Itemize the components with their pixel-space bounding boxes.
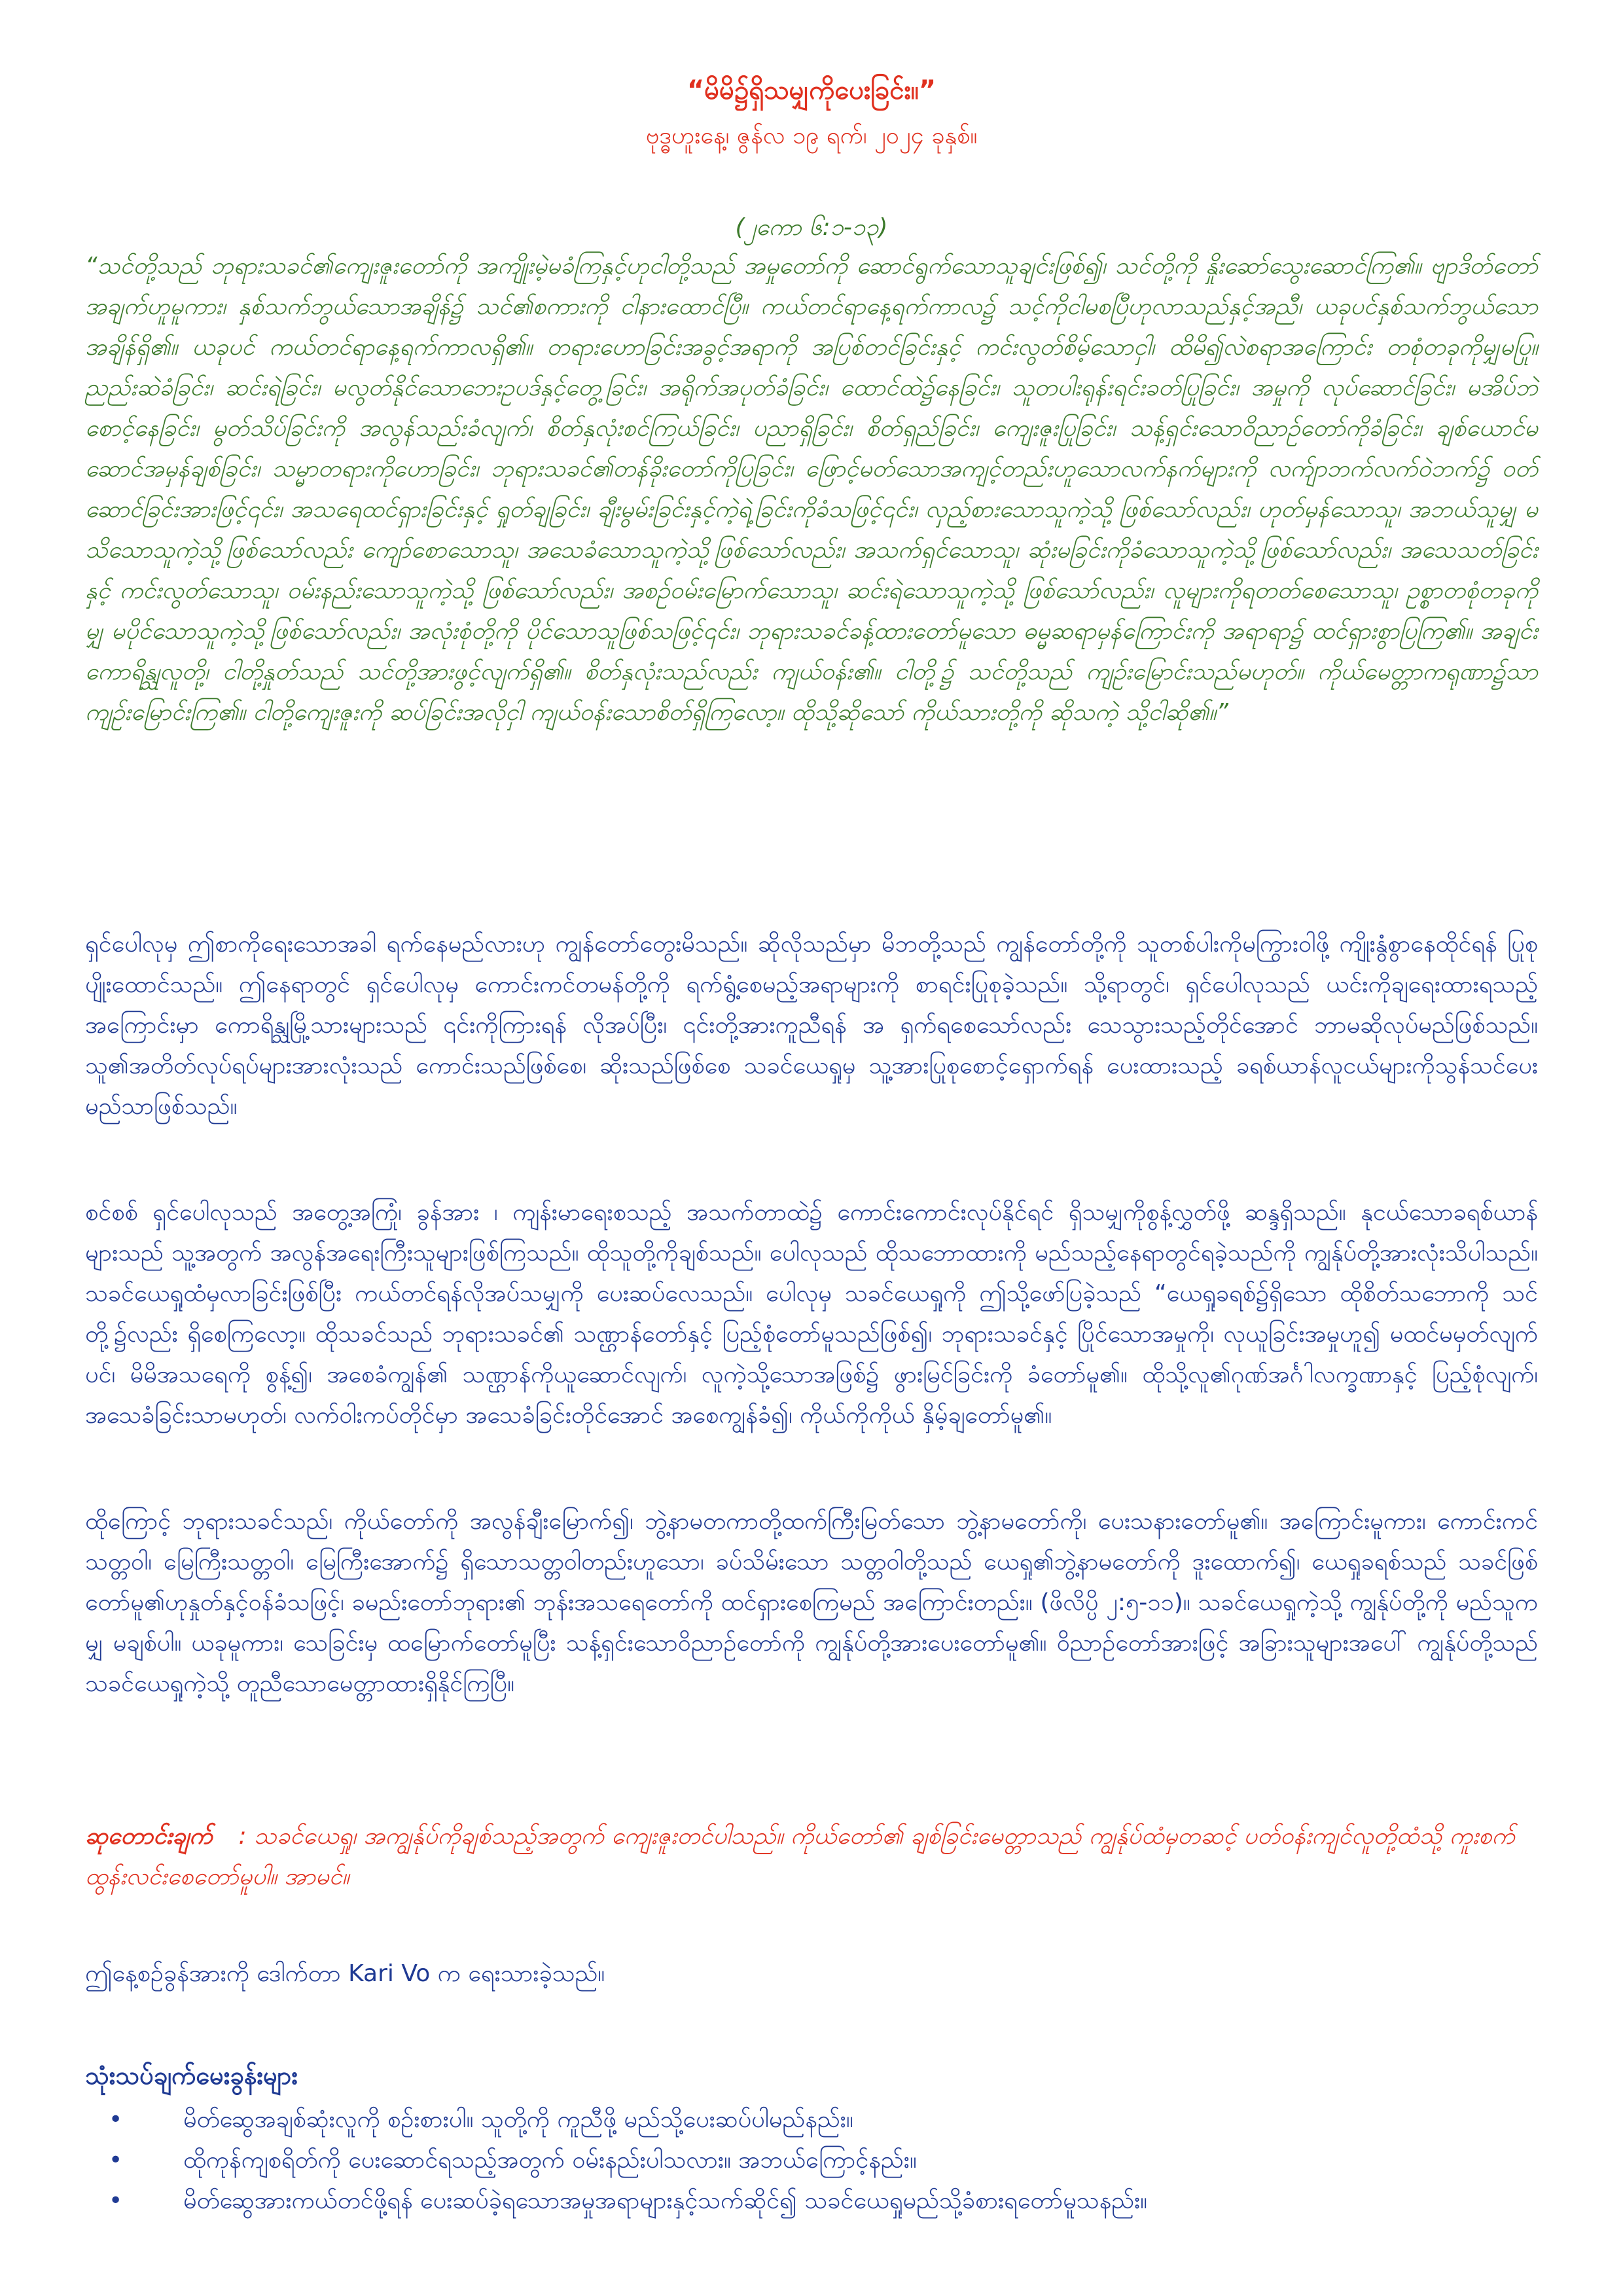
bullet-icon: • (109, 2187, 123, 2214)
bullet-icon: • (109, 2147, 123, 2174)
scripture-text: “သင်တို့သည် ဘုရားသခင်၏ကျေးဇူးတော်ကို အကျိုးမဲ့မခံကြနှင့်ဟုငါတို့သည် အမှုတော်ကို ဆောင်ရွက်သောသူချင်းဖြစ်၍၊ သင်တို့ကို နှိုးဆော်သွေးဆောင်ကြ၏။ ဗျာဒိတ်တော်အချက်ဟူမူကား၊ နှစ်သက်ဘွယ်သောအချိန်၌ သင်၏စကားကို ငါနားထောင်ပြီ။ ကယ်တင်ရာနေ့ရက်ကာလ၌ သင့်ကိုငါမစပြီဟုလာသည်နှင့်အညီ၊ ယခုပင်နှစ်သက်ဘွယ်သောအချိန်ရှိ၏။ ယခုပင် ကယ်တင်ရာနေ့ရက်ကာလရှိ၏။ တရားဟောခြင်းအခွင့်အရာကို အပြစ်တင်ခြင်းနှင့် ကင်းလွတ်စိမ့်သောငှါ၊ ထိမိ၍လဲစရာအကြောင်း တစုံတခုကိုမျှမပြု။ ညည်းဆဲခံခြင်း၊ ဆင်းရဲခြင်း၊ မလွတ်နိုင်သောဘေးဥပဒ်နှင့်တွေ့ခြင်း၊ အရိုက်အပုတ်ခံခြင်း၊ ထောင်ထဲ၌နေခြင်း၊ သူတပါးရုန်းရင်းခတ်ပြုခြင်း၊ အမှုကို လုပ်ဆောင်ခြင်း၊ မအိပ်ဘဲ စောင့်နေခြင်း၊ မွတ်သိပ်ခြင်းကို အလွန်သည်းခံလျက်၊ စိတ်နှလုံးစင်ကြယ်ခြင်း၊ ပညာရှိခြင်း၊ စိတ်ရှည်ခြင်း၊ ကျေးဇူးပြုခြင်း၊ သန့်ရှင်းသောဝိညာဉ်တော်ကိုခံခြင်း၊ ချစ်ယောင်မဆောင်အမှန်ချစ်ခြင်း၊ သမ္မာတရားကိုဟောခြင်း၊ ဘုရားသခင်၏တန်ခိုးတော်ကိုပြခြင်း၊ ဖြောင့်မတ်သောအကျင့်တည်းဟူသောလက်နက်များကို လက်ျာဘက်လက်ဝဲဘက်၌ ဝတ်ဆောင်ခြင်းအားဖြင့်၎င်း၊ အသရေထင်ရှားခြင်းနှင့် ရှုတ်ချခြင်း၊ ချီးမွမ်းခြင်းနှင့်ကဲ့ရဲ့ခြင်းကိုခံသဖြင့်၎င်း၊ လှည့်စားသောသူကဲ့သို့ ဖြစ်သော်လည်း၊ ဟုတ်မှန်သောသူ၊ အဘယ်သူမျှ မသိသောသူကဲ့သို့ဖြစ်သော်လည်း ကျော်စောသောသူ၊ အသေခံသောသူကဲ့သို့ဖြစ်သော်လည်း၊ အသက်ရှင်သောသူ၊ ဆုံးမခြင်းကိုခံသောသူကဲ့သို့ဖြစ်သော်လည်း၊ အသေသတ်ခြင်းနှင့် ကင်းလွတ်သောသူ၊ ဝမ်းနည်းသောသူကဲ့သို့ ဖြစ်သော်လည်း၊ အစဉ်ဝမ်းမြောက်သောသူ၊ ဆင်းရဲသောသူကဲ့သို့ ဖြစ်သော်လည်း၊ လူများကိုရတတ်စေသောသူ၊ ဥစ္စာတစုံတခုကိုမျှ မပိုင်သောသူကဲ့သို့ဖြစ်သော်လည်း၊ အလုံးစုံတို့ကို ပိုင်သောသူဖြစ်သဖြင့်၎င်း၊ ဘုရားသခင်ခန့်ထားတော်မူသော ဓမ္မဆရာမှန်ကြောင်းကို အရာရာ၌ ထင်ရှားစွာပြကြ၏။ အချင်းကောရိန္သုလူတို့၊ ငါတို့နှုတ်သည် သင်တို့အားဖွင့်လျက်ရှိ၏။ စိတ်နှလုံးသည်လည်း ကျယ်ဝန်း၏။ ငါတို့၌ သင်တို့သည် ကျဉ်းမြောင်းသည်မဟုတ်။ ကိုယ်မေတ္တာကရုဏာ၌သာ ကျဉ်းမြောင်းကြ၏။ ငါတို့ကျေးဇူးကို ဆပ်ခြင်းအလိုငှါ ကျယ်ဝန်းသောစိတ်ရှိကြလော့။ ထိုသို့ဆိုသော် ကိုယ်သားတို့ကို ဆိုသကဲ့ သို့ငါဆို၏။” (85, 253, 1538, 726)
devotional-title: “မိမိ၌ရှိသမျှကိုပေးခြင်း။” (687, 75, 936, 105)
question-text: မိတ်ဆွေအားကယ်တင်ဖို့ရန် ပေးဆပ်ခဲ့ရသောအမှုအရာများနှင့်သက်ဆိုင်၍ သခင်ယေရှုမည်သို့ခံစားရတော်မူသနည်း။ (183, 2187, 1148, 2214)
questions-list (85, 2100, 1538, 2221)
questions-heading: သုံးသပ်ချက်မေးခွန်းများ (85, 2061, 298, 2090)
body-paragraph-3: ထိုကြောင့် ဘုရားသခင်သည်၊ ကိုယ်တော်ကို အလွန်ချီးမြောက်၍၊ ဘွဲ့နာမတကာတို့ထက်ကြီးမြတ်သော ဘွဲ့နာမတော်ကို၊ ပေးသနားတော်မူ၏။ အကြောင်းမူကား၊ ကောင်းကင်သတ္တဝါ၊ မြေကြီးသတ္တဝါ၊ မြေကြီးအောက်၌ ရှိသောသတ္တဝါတည်းဟူသော၊ ခပ်သိမ်းသော သတ္တဝါတို့သည် ယေရှု၏ဘွဲ့နာမတော်ကို ဒူးထောက်၍၊ ယေရှုခရစ်သည် သခင်ဖြစ်တော်မူ၏ဟုနှုတ်နှင့်ဝန်ခံသဖြင့်၊ ခမည်းတော်ဘုရား၏ ဘုန်းအသရေတော်ကို ထင်ရှားစေကြမည် အကြောင်းတည်း။ (ဖိလိပ္ပိ ၂:၅-၁၁)။ သခင်ယေရှုကဲ့သို့ ကျွန်ုပ်တို့ကို မည်သူကမျှ မချစ်ပါ။ ယခုမူကား၊ သေခြင်းမှ ထမြောက်တော်မူပြီး သန့်ရှင်းသောဝိညာဉ်တော်ကို ကျွန်ုပ်တို့အားပေးတော်မူ၏။ ဝိညာဉ်တော်အားဖြင့် အခြားသူများအပေါ် ကျွန်ုပ်တို့သည် သခင်ယေရှုကဲ့သို့ တူညီသောမေတ္တာထားရှိနိုင်ကြပြီ။ (85, 1508, 1538, 1697)
devotional-date: ဗုဒ္ဓဟူးနေ့၊ ဇွန်လ ၁၉ ရက်၊ ၂၀၂၄ ခုနှစ်။ (645, 122, 978, 149)
question-item (85, 2181, 1538, 2221)
scripture-reference: (၂ကော ၆:၁-၁၃) (735, 214, 888, 241)
body-paragraph-1: ရှင်ပေါလုမှ ဤစာကိုရေးသောအခါ ရက်နေမည်လားဟု ကျွန်တော်တွေးမိသည်။ ဆိုလိုသည်မှာ မိဘတို့သည် ကျွန်တော်တို့ကို သူတစ်ပါးကိုမကြွားဝါဖို့ ကျိုးနွံစွာနေထိုင်ရန် ပြုစုပျိုးထောင်သည်။ ဤနေရာတွင် ရှင်ပေါလုမှ ကောင်းကင်တမန်တို့ကို ရက်ရွံ့စေမည့်အရာများကို စာရင်းပြုစုခဲ့သည်။ သို့ရာတွင်၊ ရှင်ပေါလုသည် ယင်းကိုချရေးထားရသည့်အကြောင်းမှာ ကောရိန္သုမြို့သားများသည် ၎င်းကိုကြားရန် လိုအပ်ပြီး၊ ၎င်းတို့အားကူညီရန် အ ရှက်ရစေသော်လည်း သေသွားသည့်တိုင်အောင် ဘာမဆိုလုပ်မည်ဖြစ်သည်။ သူ၏အတိတ်လုပ်ရပ်များအားလုံးသည် ကောင်းသည်ဖြစ်စေ၊ ဆိုးသည်ဖြစ်စေ သခင်ယေရှုမှ သူ့အားပြုစုစောင့်ရှောက်ရန် ပေးထားသည့် ခရစ်ယာန်လူငယ်များကိုသွန်သင်ပေးမည်သာဖြစ်သည်။ (85, 931, 1538, 1120)
prayer-block (85, 1816, 1538, 1897)
bullet-icon: • (109, 2106, 123, 2133)
question-item (85, 2140, 1538, 2181)
body-paragraph-2: စင်စစ် ရှင်ပေါလုသည် အတွေ့အကြုံ၊ ခွန်အား ၊ ကျန်းမာရေးစသည့် အသက်တာထဲ၌ ကောင်းကောင်းလုပ်နိုင်ရင် ရှိသမျှကိုစွန့်လွှတ်ဖို့ ဆန္ဒရှိသည်။ နုငယ်သောခရစ်ယာန်များသည် သူ့အတွက် အလွန်အရေးကြီးသူများဖြစ်ကြသည်။ ထိုသူတို့ကိုချစ်သည်။ ပေါလုသည် ထိုသဘောထားကို မည်သည့်နေရာတွင်ရခဲ့သည်ကို ကျွန်ုပ်တို့အားလုံးသိပါသည်။ သခင်ယေရှုထံမှလာခြင်းဖြစ်ပြီး ကယ်တင်ရန်လိုအပ်သမျှကို ပေးဆပ်လေသည်။ ပေါလုမှ သခင်ယေရှုကို ဤသို့ဖော်ပြခဲ့သည် “ယေရှုခရစ်၌ရှိသော ထိုစိတ်သဘောကို သင်တို့၌လည်း ရှိစေကြလော့။ ထိုသခင်သည် ဘုရားသခင်၏ သဏ္ဌာန်တော်နှင့် ပြည့်စုံတော်မူသည်ဖြစ်၍၊ ဘုရားသခင်နှင့် ပြိုင်သောအမှုကို၊ လုယူခြင်းအမှုဟူ၍ မထင်မမှတ်လျက်ပင်၊ မိမိအသရေကို စွန့်၍၊ အစေခံကျွန်၏ သဏ္ဌာန်ကိုယူဆောင်လျက်၊ လူကဲ့သို့သောအဖြစ်၌ ဖွားမြင်ခြင်းကို ခံတော်မူ၏။ ထိုသို့လူ၏ဂုဏ်အင်္ဂါလက္ခဏာနှင့် ပြည့်စုံလျက်၊ အသေခံခြင်းသာမဟုတ်၊ လက်ဝါးကပ်တိုင်မှာ အသေခံခြင်းတိုင်အောင် အစေကျွန်ခံ၍၊ ကိုယ်ကိုကိုယ် နှိမ့်ချတော်မူ၏။ (85, 1199, 1538, 1429)
author-credit: ဤနေ့စဉ်ခွန်အားကို ဒေါက်တာ Kari Vo က ရေးသားခဲ့သည်။ (85, 1960, 605, 1987)
prayer-text: : သခင်ယေရှု၊ အကျွန်ုပ်ကိုချစ်သည့်အတွက် ကျေးဇူးတင်ပါသည်။ ကိုယ်တော်၏ ချစ်ခြင်းမေတ္တာသည် ကျွန်ုပ်ထံမှတဆင့် ပတ်ဝန်းကျင်လူတို့ထံသို့ ကူးစက်ထွန်းလင်းစေတော်မူပါ။ အာမင်။ (85, 1823, 1515, 1890)
question-text: မိတ်ဆွေအချစ်ဆုံးလူကို စဉ်းစားပါ။ သူတို့ကို ကူညီဖို့ မည်သို့ပေးဆပ်ပါမည်နည်း။ (183, 2106, 853, 2133)
question-item (85, 2100, 1538, 2140)
prayer-label: ဆုတောင်းချက် (85, 1823, 213, 1850)
question-text: ထိုကုန်ကျစရိတ်ကို ပေးဆောင်ရသည့်အတွက် ဝမ်းနည်းပါသလား။ အဘယ်ကြောင့်နည်း။ (183, 2147, 917, 2174)
